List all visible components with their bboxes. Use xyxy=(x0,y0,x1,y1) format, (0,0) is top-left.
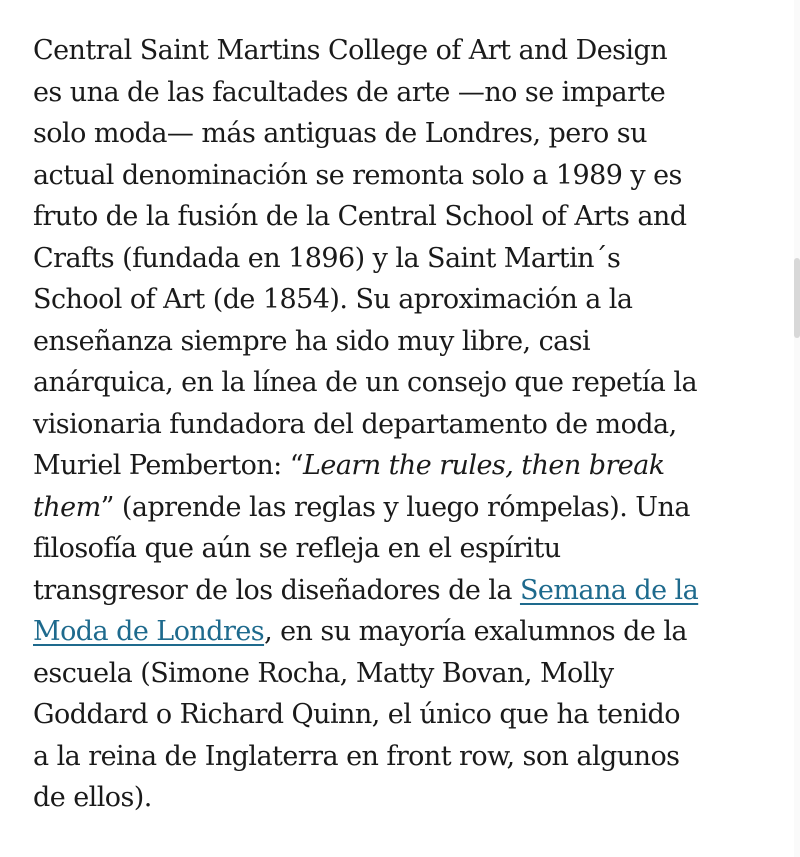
london-fashion-week-link-continued[interactable]: Moda de Londres xyxy=(33,616,265,647)
paragraph-line xyxy=(33,445,783,487)
paragraph-line: fruto de la fusión de la Central School of Arts and xyxy=(33,201,687,232)
quote-italic-part1: Learn the rules, then break xyxy=(303,450,665,481)
paragraph-line: a la reina de Inglaterra en front row, son algunos xyxy=(33,740,680,772)
quote-italic-part2: them xyxy=(33,491,101,523)
paragraph-line: de ellos). xyxy=(33,782,152,813)
paragraph-line: es una de las facultades de arte —no se imparte xyxy=(33,76,666,108)
paragraph-line: enseñanza siempre ha sido muy libre, casi xyxy=(33,325,591,357)
paragraph-line: solo moda— más antiguas de Londres, pero su xyxy=(33,118,647,149)
paragraph-line: visionaria fundadora del departamento de moda, xyxy=(33,408,677,440)
line-text: transgresor de los diseñadores de la xyxy=(33,574,520,606)
paragraph-line: Crafts (fundada en 1896) y la Saint Martin´s xyxy=(33,242,621,274)
paragraph-line: actual denominación se remonta solo a 1989 y es xyxy=(33,159,682,191)
article-paragraph xyxy=(33,30,783,819)
quote-translation: ” (aprende las reglas y luego rómpelas). Una xyxy=(100,491,690,523)
london-fashion-week-link[interactable]: Semana de la xyxy=(519,574,699,606)
line-text: , en su mayoría exalumnos de la xyxy=(264,616,687,647)
paragraph-line: filosofía que aún se refleja en el espíritu xyxy=(33,533,561,564)
paragraph-line xyxy=(33,611,783,653)
paragraph-line: School of Art (de 1854). Su aproximación a la xyxy=(33,284,633,315)
page-scrollbar[interactable] xyxy=(794,0,800,857)
paragraph-line: anárquica, en la línea de un consejo que repetía la xyxy=(33,367,698,398)
paragraph-line xyxy=(33,487,783,529)
paragraph-line: escuela (Simone Rocha, Matty Bovan, Molly xyxy=(33,657,614,689)
paragraph-line xyxy=(33,570,783,612)
paragraph-line: Central Saint Martins College of Art and Design xyxy=(33,35,668,66)
scrollbar-thumb[interactable] xyxy=(794,258,800,338)
paragraph-line: Goddard o Richard Quinn, el único que ha tenido xyxy=(33,699,680,730)
quote-intro: Muriel Pemberton: “ xyxy=(33,450,304,481)
